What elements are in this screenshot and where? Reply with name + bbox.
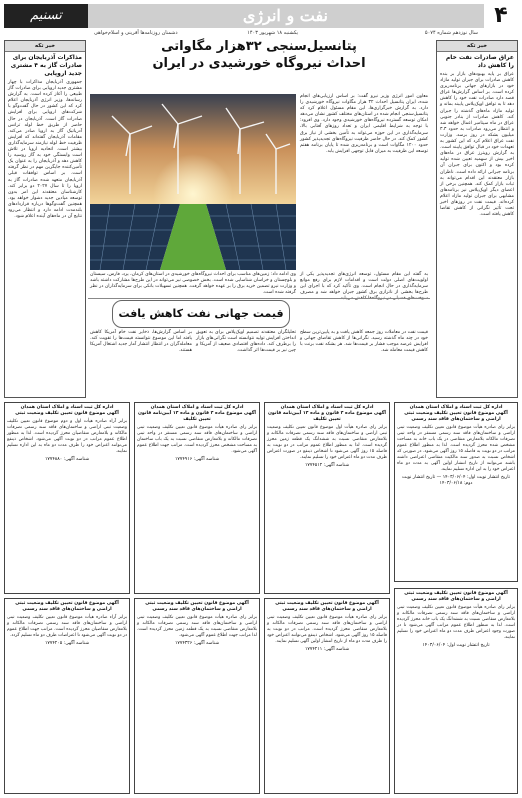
notice-6-head: آگهی موضوع قانون تعیین تکلیف وضعیت ثبتی xyxy=(275,601,379,606)
oil-price-headline: قیمت جهانی نفت کاهش یافت xyxy=(112,300,290,328)
right-column-body: عراق بر پایه بهبودهای بازار بر بنده کاهش صادرات برای جبران تولید مازاد خود در بازارهای جهانی برنامه‌ریزی کرده است. بر اساس گزارش‌ها عراق قصد دارد صادرات نفت خود را کاهش دهد تا به توافق اوپک‌پلاس پایبند بماند و تولید مازاد ماه‌های گذشته را جبران کند. کاهش صادرات از بنادر جنوبی عراق در ماه سپتامبر اعمال خواهد شد و انتظار می‌رود صادرات به حدود ۳.۳ میلیون بشکه در روز برسد. وزارت نفت عراق اعلام کرد که این کشور به تعهدات خود در قبال توافق پایبند است. به گزارش رویترز عراق در ماه‌های اخیر بیش از سهمیه تعیین شده تولید کرده بود و اکنون برای جبران آن برنامه جبرانی ارائه داده است. ناظران بازار معتقدند این اقدام می‌تواند به ثبات بازار کمک کند. همچنین برخی از اعضای دیگر اوپک‌پلاس نیز برنامه‌های مشابهی برای جبران تولید مازاد اعلام کرده‌اند. قیمت نفت در روزهای اخیر تحت تأثیر نگرانی از کاهش تقاضا کاهش یافته است. xyxy=(440,72,514,218)
oil-story-body-c: بر اساس گزارش‌ها، ذخایر نفت خام آمریکا کاهش یافته اما این موضوع نتوانسته قیمت‌ها را تقویت کند. معامله‌گران در انتظار انتشار آمار جدید اشتغال آمریکا هستند. xyxy=(90,330,192,354)
notice-1-foot: تاریخ انتشار نوبت اول: ۱۴۰۳/۰۶/۰۴ — تاریخ انتشار نوبت دوم: ۱۴۰۳/۰۶/۱۸ xyxy=(402,475,510,486)
right-news-column xyxy=(436,40,518,398)
solar-wind-illustration xyxy=(90,94,296,270)
left-news-column xyxy=(4,40,86,398)
notice-2-foot: شناسه آگهی: ۱۷۷۴۵۱۲ xyxy=(304,463,350,468)
oil-story-body-a: قیمت نفت در معاملات روز جمعه کاهش یافت و به پایین‌ترین سطح خود در چند ماه گذشته رسید. نگرانی‌ها از کاهش تقاضای جهانی و افزایش عرضه موجب فشار بر قیمت‌ها شد. هر بشکه نفت برنت با کاهش قیمت معامله شد. xyxy=(300,330,428,354)
solar-wind-photo xyxy=(90,94,296,270)
main-story-body-bottom: به گفته این مقام مسئول، توسعه انرژی‌های تجدیدپذیر یکی از اولویت‌های اصلی دولت است و اقدامات لازم برای رفع موانع سرمایه‌گذاری در حال انجام است. وی تأکید کرد که با اجرای این طرح‌ها بخشی از ناترازی برق کشور جبران خواهد شد و مصرف سوخت‌های فسیلی در نیروگاه‌ها کاهش می‌یابد. xyxy=(300,272,428,302)
notice-4-foot: شناسه آگهی: ۱۷۷۴۸۸۰ xyxy=(44,457,90,462)
oil-story-body-b: تحلیلگران معتقدند تصمیم اوپک‌پلاس برای به تعویق انداختن افزایش تولید نتوانسته است نگرانی‌های بازار را برطرف کند. داده‌های اقتصادی ضعیف از آمریکا و چین نیز بر قیمت‌ها اثر گذاشت. xyxy=(196,330,296,354)
notice-4-body: برابر آراء صادره هیأت اول و دوم موضوع قانون تعیین تکلیف وضعیت ثبتی اراضی و ساختمان‌های فاقد سند رسمی تصرفات مالکانه و بلامعارض متقاضیان محرز گردیده است. لذا به منظور اطلاع عموم مراتب در دو نوبت آگهی می‌شود. اشخاص ذینفع می‌توانند اعتراض خود را ظرف مدت دو ماه به این اداره تسلیم نمایند. xyxy=(7,419,127,454)
notice-8-head: آگهی موضوع قانون تعیین تکلیف وضعیت ثبتی xyxy=(15,601,119,606)
legal-notice-8 xyxy=(4,598,130,794)
notice-3-foot: شناسه آگهی: ۱۷۷۴۹۱۶ xyxy=(174,457,220,462)
issue-date: یکشنبه ۱۸ شهریور ۱۴۰۳ xyxy=(247,30,298,36)
notice-8-subject: اراضی و ساختمان‌های فاقد سند رسمی xyxy=(22,607,112,612)
right-column-headline: عراق صادرات نفت خام را کاهش داد xyxy=(445,54,514,69)
notice-5-foot: تاریخ انتشار نوبت اول: ۱۴۰۳/۰۶/۰۴ xyxy=(422,643,490,648)
legal-notice-4 xyxy=(4,402,130,594)
notice-4-head: اداره کل ثبت اسناد و املاک استان همدان xyxy=(20,405,114,410)
notice-7-foot: شناسه آگهی: ۱۷۷۴۳۲۶ xyxy=(174,641,220,646)
notice-3-head: اداره کل ثبت اسناد و املاک استان همدان xyxy=(150,405,244,410)
section-name: نفت و انرژی xyxy=(242,6,328,25)
main-headline-line-2: احداث نیروگاه خورشیدی در ایران xyxy=(152,56,366,71)
legal-notice-6 xyxy=(264,598,390,794)
notice-2-head: اداره کل ثبت اسناد و املاک استان همدان xyxy=(280,405,374,410)
main-headline-line-1: پتانسیل‌سنجی ۳۲هزار مگاواتی xyxy=(161,39,357,54)
notice-5-subject: اراضی و ساختمان‌های فاقد سند رسمی xyxy=(411,597,501,602)
notice-5-head: آگهی موضوع قانون تعیین تکلیف وضعیت ثبتی xyxy=(404,591,508,596)
notice-8-foot: شناسه آگهی: ۱۷۷۴۲۰۵ xyxy=(44,641,90,646)
notice-2-body: برابر رای صادره هیأت اول موضوع قانون تعیین تکلیف وضعیت ثبتی اراضی و ساختمان‌های فاقد سند رسمی تصرفات مالکانه و بلامعارض متقاضی نسبت به ششدانگ یک قطعه زمین محرز گردیده است. لذا به منظور اطلاع عموم مراتب در دو نوبت به فاصله ۱۵ روز آگهی می‌شود تا اشخاص ذینفع در صورت اعتراض ظرف مدت دو ماه اعتراض خود را تسلیم نمایند. xyxy=(267,425,387,460)
notice-5-body: برابر رای صادره هیأت موضوع قانون تعیین تکلیف وضعیت ثبتی اراضی و ساختمان‌های فاقد سند رسمی تصرفات مالکانه و بلامعارض متقاضی نسبت به ششدانگ یک باب خانه محرز گردیده است. لذا به منظور اطلاع عموم مراتب آگهی می‌شود تا در صورت وجود اعتراض ظرف مدت دو ماه اعتراض خود را تسلیم نمایند. xyxy=(397,605,515,640)
notice-1-subject: آگهی موضوع قانون تعیین تکلیف وضعیت ثبتی اراضی و ساختمان‌های فاقد سند رسمی xyxy=(404,411,508,422)
notice-1-body: برابر رای صادره هیأت موضوع قانون تعیین تکلیف وضعیت ثبتی اراضی و ساختمان‌های فاقد سند رسمی مستقر در واحد ثبتی تصرفات مالکانه بلامعارض متقاضی در یک باب خانه به مساحت مشخص شده محرز گردیده است. لذا به منظور اطلاع عموم مراتب در دو نوبت به فاصله ۱۵ روز آگهی می‌شود. در صورتی که اشخاص نسبت به صدور سند مالکیت متقاضی اعتراضی داشته باشند می‌توانند از تاریخ انتشار اولین آگهی به مدت دو ماه اعتراض خود را به این اداره تسلیم نمایند. xyxy=(397,425,515,472)
notice-3-body: برابر رای صادره هیأت موضوع قانون تعیین تکلیف وضعیت ثبتی اراضی و ساختمان‌های فاقد سند رسمی مستقر در واحد ثبتی تصرفات مالکانه و بلامعارض متقاضی نسبت به یک باب ساختمان به مساحت مشخص محرز گردیده است. مراتب جهت اطلاع عموم آگهی می‌شود. xyxy=(137,425,257,454)
notice-6-body: برابر رای صادره هیأت موضوع قانون تعیین تکلیف وضعیت ثبتی اراضی و ساختمان‌های فاقد سند رسمی تصرفات مالکانه و بلامعارض متقاضی محرز گردیده است. مراتب در دو نوبت به فاصله ۱۵ روز آگهی می‌شود. اشخاص ذینفع می‌توانند اعتراض خود را ظرف مدت دو ماه از تاریخ انتشار اولین آگهی تسلیم نمایند. xyxy=(267,615,387,644)
legal-notice-2 xyxy=(264,402,390,594)
main-story-body-top: معاون امور انرژی وزیر نیرو گفت: بر اساس ارزیابی‌های انجام شده، ایران پتانسیل احداث ۳۲ هزار مگاوات نیروگاه خورشیدی را دارد. به گزارش خبرگزاری‌ها، این مقام مسئول اعلام کرد که پتانسیل‌سنجی انجام شده در استان‌های مختلف کشور نشان می‌دهد امکان توسعه گسترده نیروگاه‌های خورشیدی وجود دارد. وی افزود: با توجه به شرایط اقلیمی ایران و تعداد روزهای آفتابی بالا، سرمایه‌گذاری در این حوزه می‌تواند به تأمین بخشی از نیاز برق کشور کمک کند. در حال حاضر ظرفیت نیروگاه‌های تجدیدپذیر کشور حدود ۱۲۰۰ مگاوات است و برنامه‌ریزی شده تا پایان برنامه هفتم توسعه این ظرفیت به میزان قابل توجهی افزایش یابد. xyxy=(300,94,429,154)
issue-number: سال نوزدهم شماره ۵۰۷۴ xyxy=(424,30,478,36)
notice-6-subject: اراضی و ساختمان‌های فاقد سند رسمی xyxy=(282,607,372,612)
main-story-body-mid: وی ادامه داد: زمین‌های مناسب برای احداث نیروگاه‌های خورشیدی در استان‌های کرمان، یزد، فارس، سیستان و بلوچستان و خراسان شناسایی شده است. بخش خصوصی نیز می‌تواند در این طرح‌ها مشارکت داشته باشد و وزارت نیرو تضمین خرید برق را بر عهده خواهد گرفت. همچنین تسهیلات بانکی برای سرمایه‌گذاران در نظر گرفته شده است. xyxy=(90,272,296,296)
legal-notice-5 xyxy=(394,588,518,794)
right-column-title: خبر تکه xyxy=(437,41,517,52)
legal-notice-3 xyxy=(134,402,260,594)
notice-7-head: آگهی موضوع قانون تعیین تکلیف وضعیت ثبتی xyxy=(145,601,249,606)
notice-1-head: اداره کل ثبت اسناد و املاک استان همدان xyxy=(409,405,503,410)
notice-6-foot: شناسه آگهی: ۱۷۷۴۲۱۱ xyxy=(304,647,350,652)
notice-3-subject: آگهی موضوع ماده ۳ قانون و ماده ۱۳ آیین‌نامه قانون تعیین تکلیف xyxy=(138,411,256,422)
notice-8-body: برابر آراء صادره هیأت موضوع قانون تعیین تکلیف وضعیت ثبتی اراضی و ساختمان‌های فاقد سند رسمی تصرفات مالکانه و بلامعارض متقاضیان محرز گردیده است. مراتب جهت اطلاع عموم در دو نوبت آگهی می‌شود تا اعتراضات ظرف دو ماه تسلیم گردد. xyxy=(7,615,127,638)
legal-notice-7 xyxy=(134,598,260,794)
legal-notice-1 xyxy=(394,402,518,582)
page-number: ۴ xyxy=(484,4,518,28)
notice-2-subject: آگهی موضوع ماده ۳ قانون و ماده ۱۳ آیین‌نامه قانون تعیین تکلیف xyxy=(268,411,386,422)
tagline: دشمنان روزنامه‌ها آفرینی و اسلام‌خواهی xyxy=(94,30,178,36)
newspaper-logo: تسنیم xyxy=(4,4,88,28)
notice-4-subject: آگهی موضوع قانون تعیین تکلیف وضعیت ثبتی xyxy=(15,411,119,416)
notice-7-subject: اراضی و ساختمان‌های فاقد سند رسمی xyxy=(152,607,242,612)
left-column-body: جمهوری آذربایجان مذاکرات با چهار مشتری جدید اروپایی برای صادرات گاز طبیعی را آغاز کرده است. به گزارش رسانه‌ها، وزیر انرژی آذربایجان اعلام کرد که این کشور در حال گفت‌وگو با شرکت‌های اروپایی برای افزایش صادرات گاز است. آذربایجان در حال حاضر از طریق خط لوله ترانس آدریاتیک گاز به اروپا صادر می‌کند. مقامات آذربایجان گفته‌اند که افزایش ظرفیت خط لوله نیازمند سرمایه‌گذاری بیشتر است. اتحادیه اروپا در تلاش است وابستگی خود به گاز روسیه را کاهش دهد و آذربایجان را به عنوان یک تأمین‌کننده جایگزین مهم در نظر گرفته است. بر اساس توافقات قبلی آذربایجان متعهد شده صادرات گاز به اروپا را تا سال ۲۰۲۷ دو برابر کند. کارشناسان معتقدند این امر بدون توسعه میادین جدید دشوار خواهد بود. همچنین گفت‌وگوها درباره قراردادهای بلندمدت ادامه دارد و انتظار می‌رود نتایج آن در ماه‌های آینده اعلام شود. xyxy=(8,80,82,220)
main-headline xyxy=(88,38,430,92)
left-column-title: خبر تکه xyxy=(5,41,85,52)
left-column-headline: مذاکرات آذربایجان برای صادرات گاز به ۴ مشتری جدید اروپایی xyxy=(10,54,82,77)
notice-7-body: برابر رای صادره هیأت موضوع قانون تعیین تکلیف وضعیت ثبتی اراضی و ساختمان‌های فاقد سند رسمی تصرفات مالکانه و بلامعارض متقاضی نسبت به یک قطعه زمین محرز گردیده است. لذا مراتب جهت اطلاع عموم آگهی می‌شود. xyxy=(137,615,257,638)
masthead xyxy=(4,4,518,28)
